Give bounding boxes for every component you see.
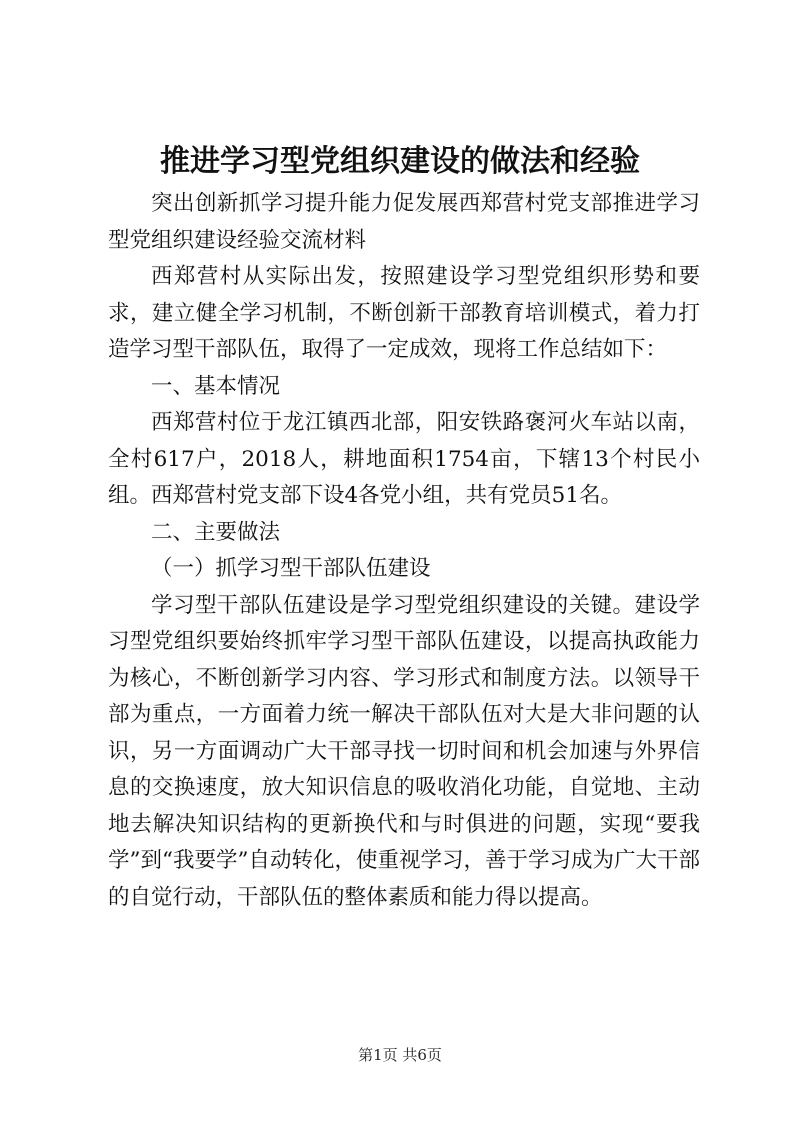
section-heading-basic-info: 一、基本情况: [151, 373, 281, 399]
document-body: [108, 186, 700, 916]
paragraph-subtitle: 突出创新抓学习提升能力促发展西郑营村党支部推进学习型党组织建设经验交流材料: [108, 191, 700, 253]
subsection-heading-cadre-team: （一）抓学习型干部队伍建设: [151, 556, 431, 581]
section-heading-main-practices: 二、主要做法: [151, 519, 281, 545]
page-title: 推进学习型党组织建设的做法和经验: [160, 144, 640, 179]
paragraph-basic-info: 西郑营村位于龙江镇西北部，阳安铁路褒河火车站以南，全村617户，2018人，耕地面积1754亩，下辖13个村民小组。西郑营村党支部下设4各党小组，共有党员51名。: [108, 410, 700, 508]
paragraph-intro: 西郑营村从实际出发，按照建设学习型党组织形势和要求，建立健全学习机制，不断创新干部教育培训模式，着力打造学习型干部队伍，取得了一定成效，现将工作总结如下：: [108, 264, 700, 362]
paragraph-cadre-team: 学习型干部队伍建设是学习型党组织建设的关键。建设学习型党组织要始终抓牢学习型干部队伍建设，以提高执政能力为核心，不断创新学习内容、学习形式和制度方法。以领导干部为重点，一方面着力统一解决干部队伍对大是大非问题的认识，另一方面调动广大干部寻找一切时间和机会加速与外界信息的交换速度，放大知识信息的吸收消化功能，自觉地、主动地去解决知识结构的更新换代和与时俱进的问题，实现“要我学”到“我要学”自动转化，使重视学习，善于学习成为广大干部的自觉行动，干部队伍的整体素质和能力得以提高。: [108, 592, 700, 910]
page-number-footer: 第1页 共6页: [358, 1046, 442, 1064]
